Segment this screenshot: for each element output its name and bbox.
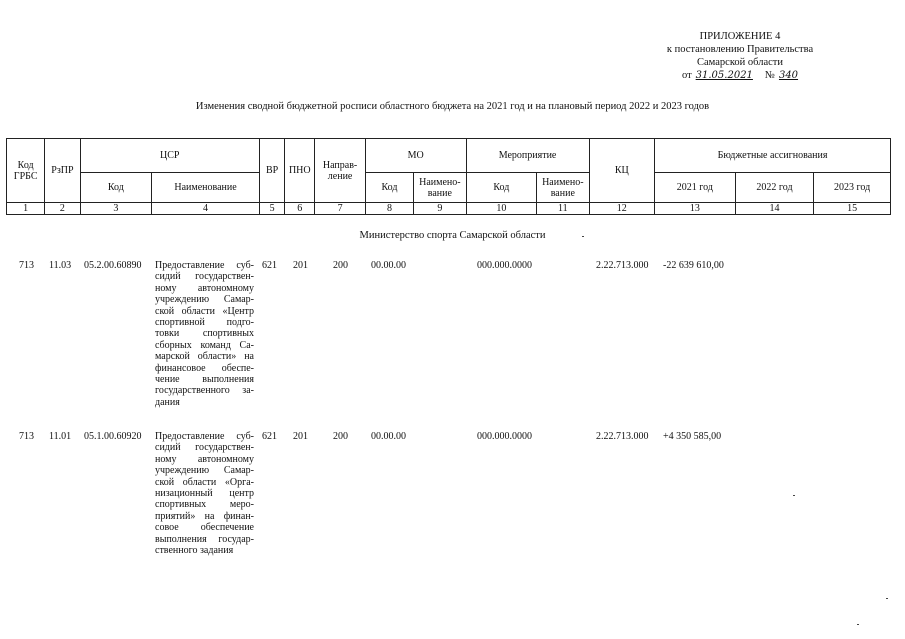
- column-number: 5: [259, 203, 284, 215]
- column-number: 9: [414, 203, 466, 215]
- cell-description: [155, 431, 254, 556]
- description-line: ственного задания: [155, 545, 234, 557]
- description-line: дания: [155, 396, 180, 408]
- description-line: учреждению Самар-: [155, 294, 254, 306]
- annex-block: [655, 30, 825, 82]
- col-kc: КЦ: [589, 139, 655, 203]
- description-line: сборных команд Са-: [155, 339, 254, 351]
- cell-kc: 2.22.713.000: [596, 431, 649, 442]
- col-budget: Бюджетные ассигнования: [655, 139, 891, 173]
- column-number: 12: [589, 203, 655, 215]
- cell-napr: 200: [333, 260, 348, 271]
- date-prefix: от: [681, 70, 692, 81]
- cell-mo: 00.00.00: [371, 260, 406, 271]
- cell-rzpr: 11.03: [49, 260, 72, 271]
- col-napravlenie: Направ-ление: [315, 139, 365, 203]
- col-2023: 2023 год: [814, 173, 891, 203]
- cell-y2021: +4 350 585,00: [663, 431, 722, 442]
- annex-region: Самарской области: [697, 57, 783, 68]
- column-number: 13: [655, 203, 736, 215]
- description-line: совое обеспечение: [155, 522, 254, 534]
- description-line: государственного за-: [155, 385, 254, 397]
- column-number: 4: [152, 203, 260, 215]
- column-number: 7: [315, 203, 365, 215]
- description-line: сидий государствен-: [155, 442, 254, 454]
- cell-pno: 201: [293, 260, 308, 271]
- cell-vr: 621: [262, 431, 277, 442]
- cell-description: [155, 260, 254, 408]
- scan-speck: [886, 598, 888, 599]
- column-number: 14: [735, 203, 814, 215]
- column-number-row: [7, 203, 891, 215]
- description-line: низационный центр: [155, 488, 254, 500]
- description-line: марской области» на: [155, 351, 254, 363]
- description-line: чение выполнения: [155, 374, 254, 386]
- column-number: 8: [365, 203, 413, 215]
- column-number: 15: [814, 203, 891, 215]
- budget-table-header: [6, 138, 891, 215]
- cell-kc: 2.22.713.000: [596, 260, 649, 271]
- scan-speck: [857, 624, 859, 625]
- description-line: ской области «Центр: [155, 305, 254, 317]
- column-number: 10: [466, 203, 537, 215]
- description-line: финансовое обеспе-: [155, 362, 254, 374]
- column-number: 1: [7, 203, 45, 215]
- description-line: ному автономному: [155, 282, 254, 294]
- description-line: Предоставление суб-: [155, 260, 254, 271]
- col-mer-kod: Код: [466, 173, 537, 203]
- col-mer-name: Наимено-вание: [537, 173, 589, 203]
- column-number: 11: [537, 203, 589, 215]
- scan-speck: [582, 236, 584, 237]
- description-line: ской области «Орга-: [155, 476, 254, 488]
- col-2022: 2022 год: [735, 173, 814, 203]
- cell-mer: 000.000.0000: [477, 260, 532, 271]
- description-line: товки спортивных: [155, 328, 254, 340]
- annex-date-line: [655, 69, 825, 82]
- col-mo-name: Наимено-вание: [414, 173, 466, 203]
- description-line: сидий государствен-: [155, 271, 254, 283]
- description-line: ному автономному: [155, 453, 254, 465]
- cell-y2021: -22 639 610,00: [663, 260, 724, 271]
- col-csr-kod: Код: [80, 173, 152, 203]
- column-number: 6: [285, 203, 315, 215]
- description-line: учреждению Самар-: [155, 465, 254, 477]
- cell-csr: 05.1.00.60920: [84, 431, 142, 442]
- col-2021: 2021 год: [655, 173, 736, 203]
- col-meropriyatie: Мероприятие: [466, 139, 589, 173]
- annex-title: ПРИЛОЖЕНИЕ 4: [699, 31, 781, 42]
- col-vr: ВР: [259, 139, 284, 203]
- col-csr: ЦСР: [80, 139, 259, 173]
- cell-grbs: 713: [19, 431, 34, 442]
- date-value: 31.05.2021: [695, 70, 753, 81]
- col-csr-name: Наименование: [152, 173, 260, 203]
- col-mo-kod: Код: [365, 173, 413, 203]
- annex-subtitle: к постановлению Правительства: [666, 44, 814, 55]
- scan-speck: [793, 495, 795, 496]
- col-mo: МО: [365, 139, 466, 173]
- cell-napr: 200: [333, 431, 348, 442]
- description-line: Предоставление суб-: [155, 431, 254, 442]
- ministry-heading: Министерство спорта Самарской области: [359, 230, 546, 241]
- document-title: Изменения сводной бюджетной росписи областного бюджета на 2021 год и на плановый период 2022 и 2023 годов: [195, 101, 710, 112]
- cell-pno: 201: [293, 431, 308, 442]
- cell-csr: 05.2.00.60890: [84, 260, 142, 271]
- cell-vr: 621: [262, 260, 277, 271]
- col-pno: ПНО: [285, 139, 315, 203]
- number-prefix: №: [764, 70, 775, 81]
- number-value: 340: [778, 70, 799, 81]
- column-number: 2: [45, 203, 80, 215]
- cell-mo: 00.00.00: [371, 431, 406, 442]
- description-line: приятий» на финан-: [155, 510, 254, 522]
- description-line: спортивной подго-: [155, 317, 254, 329]
- description-line: спортивных меро-: [155, 499, 254, 511]
- cell-grbs: 713: [19, 260, 34, 271]
- col-rzpr: РзПР: [45, 139, 80, 203]
- cell-mer: 000.000.0000: [477, 431, 532, 442]
- description-line: выполнения государ-: [155, 533, 254, 545]
- column-number: 3: [80, 203, 152, 215]
- cell-rzpr: 11.01: [49, 431, 72, 442]
- col-kod-grbs: Код ГРБС: [7, 139, 45, 203]
